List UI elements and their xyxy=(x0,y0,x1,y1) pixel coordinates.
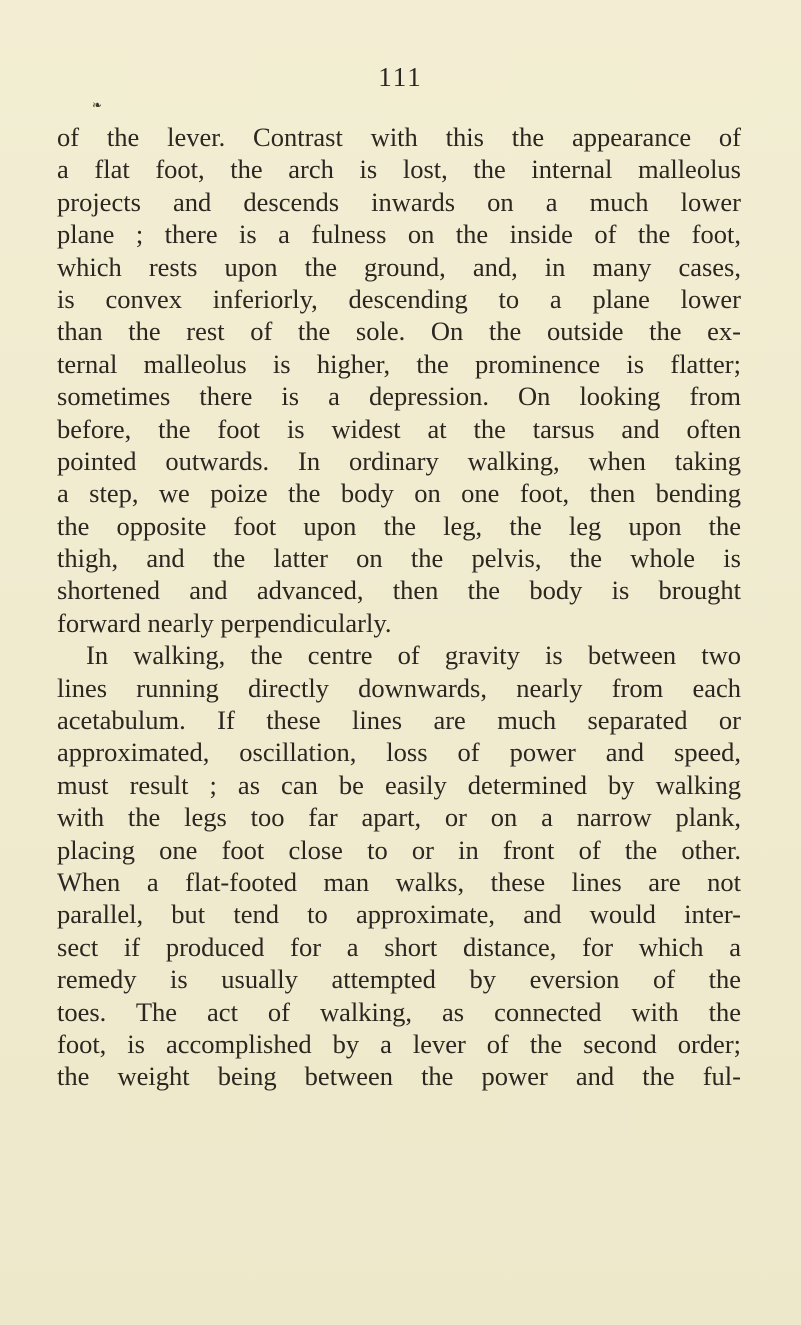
body-text xyxy=(57,121,741,1093)
text-line: ternal malleolus is higher, the prominence is flatter; xyxy=(57,348,741,379)
text-line: toes. The act of walking, as connected with the xyxy=(57,996,741,1027)
text-line: of the lever. Contrast with this the appearance of xyxy=(57,122,741,152)
text-line: than the rest of the sole. On the outside the ex- xyxy=(57,316,741,347)
text-line: sometimes there is a depression. On looking from xyxy=(57,381,741,412)
text-line: thigh, and the latter on the pelvis, the whole is xyxy=(57,543,741,574)
text-line: When a flat-footed man walks, these lines are not xyxy=(57,866,741,897)
text-line: acetabulum. If these lines are much separated or xyxy=(57,705,741,736)
text-line: approximated, oscillation, loss of power and speed, xyxy=(57,737,741,768)
text-line: placing one foot close to or in front of the other. xyxy=(57,834,741,865)
text-line: foot, is accomplished by a lever of the second order; xyxy=(57,1028,741,1059)
text-line: which rests upon the ground, and, in many cases, xyxy=(57,251,741,282)
text-line: sect if produced for a short distance, for which a xyxy=(57,931,741,962)
text-line: plane ; there is a fulness on the inside of the foot, xyxy=(57,219,741,250)
text-line: the opposite foot upon the leg, the leg upon the xyxy=(57,510,741,541)
text-line: the weight being between the power and the ful- xyxy=(57,1061,741,1092)
text-line: projects and descends inwards on a much lower xyxy=(57,186,741,217)
text-line: is convex inferiorly, descending to a plane lower xyxy=(57,283,741,314)
text-line: pointed outwards. In ordinary walking, when taking xyxy=(57,445,741,476)
text-line: before, the foot is widest at the tarsus and often xyxy=(57,413,741,444)
text-line: parallel, but tend to approximate, and would inter- xyxy=(57,899,741,930)
text-line: a flat foot, the arch is lost, the internal malleolus xyxy=(57,154,741,185)
text-line: lines running directly downwards, nearly from each xyxy=(57,672,741,703)
text-line: forward nearly perpendicularly. xyxy=(57,607,392,638)
printer-mark: ❧ xyxy=(92,98,103,112)
text-line: remedy is usually attempted by eversion of the xyxy=(57,964,741,995)
text-line: with the legs too far apart, or on a narrow plank, xyxy=(57,802,741,833)
text-line: must result ; as can be easily determined by walking xyxy=(57,769,741,800)
text-line: shortened and advanced, then the body is brought xyxy=(57,575,741,606)
text-line: In walking, the centre of gravity is between two xyxy=(86,640,741,671)
text-line: a step, we poize the body on one foot, then bending xyxy=(57,478,741,509)
page-number: 111 xyxy=(378,62,423,92)
